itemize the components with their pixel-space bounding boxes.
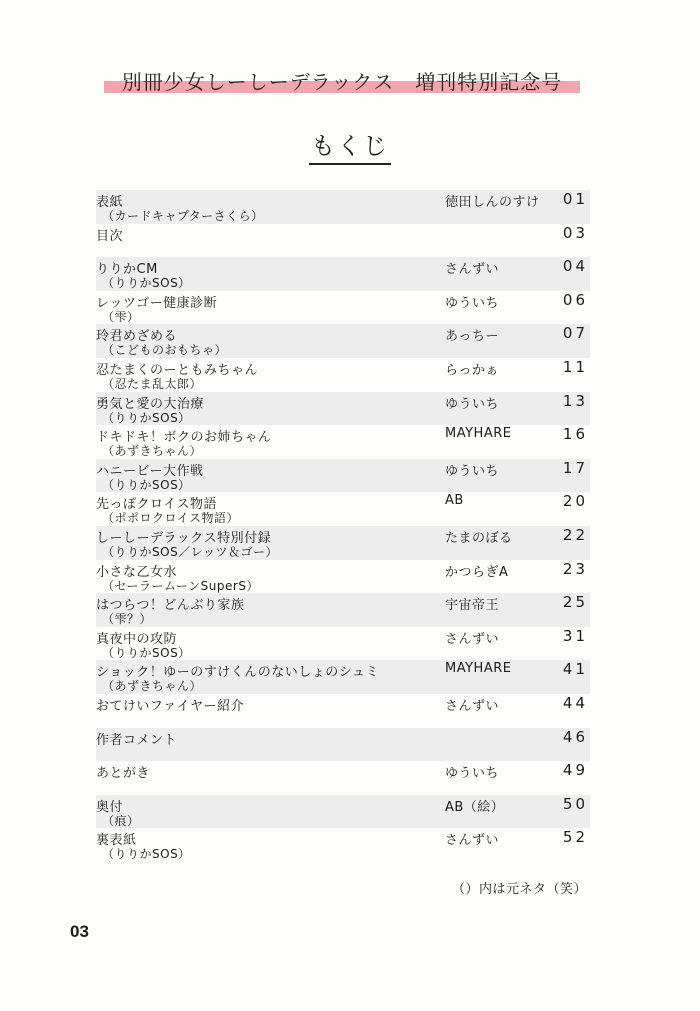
header-title: 別冊少女しーしーデラックス 増刊特別記念号: [121, 70, 563, 94]
toc-row: [96, 358, 590, 392]
entry-title: 真夜中の攻防: [96, 631, 178, 647]
entry-title: 奥付: [96, 799, 124, 815]
toc-row: [96, 593, 590, 627]
entry-author: たまのぼる: [445, 530, 513, 546]
entry-title: おてけいファイヤー紹介: [96, 698, 245, 714]
entry-author: 徳田しんのすけ: [445, 195, 540, 210]
entry-page: 06: [562, 290, 588, 309]
entry-title: 勇気と愛の大治療: [96, 396, 205, 412]
entry-title: レッツゴー健康診断: [96, 295, 218, 311]
entry-title: 玲君めざめる: [96, 329, 178, 345]
entry-page: 52: [562, 828, 588, 847]
entry-title: 忍たまくのーともみちゃん: [96, 362, 259, 378]
entry-author: 宇宙帝王: [445, 598, 500, 614]
entry-title: ドキドキ！ボクのお姉ちゃん: [96, 430, 272, 446]
entry-source: （りりかSOS）: [102, 645, 191, 660]
entry-source: （あずきちゃん）: [102, 444, 203, 459]
entry-page: 50: [562, 794, 588, 813]
toc-row: [96, 324, 590, 358]
toc-row: [96, 392, 590, 426]
entry-page: 23: [562, 559, 588, 578]
entry-page: 17: [562, 458, 588, 477]
entry-author: ゆういち: [445, 463, 500, 479]
entry-source: （りりかSOS）: [102, 276, 191, 291]
entry-page: 31: [562, 626, 588, 645]
entry-page: 41: [562, 660, 588, 679]
entry-title: ハニービー大作戦: [96, 463, 204, 479]
entry-title: 先っぽクロイス物語: [96, 497, 217, 513]
entry-author: MAYHARE: [445, 661, 512, 677]
toc-row: [96, 795, 590, 829]
page-number: 03: [70, 922, 89, 941]
entry-title: はつらつ！どんぶり家族: [96, 598, 245, 614]
entry-page: 04: [562, 257, 588, 276]
entry-title: あとがき: [96, 766, 151, 782]
entry-source: （カードキャプターさくら）: [102, 209, 264, 223]
toc-row: [96, 728, 590, 762]
footnote: （）内は元ネタ（笑）: [452, 882, 588, 897]
entry-title: りりかCM: [96, 262, 158, 278]
entry-title: しーしーデラックス特別付録: [96, 530, 272, 546]
entry-author: さんずい: [445, 262, 500, 278]
entry-title: 作者コメント: [96, 732, 178, 748]
entry-author: さんずい: [445, 833, 500, 849]
entry-page: 16: [562, 425, 588, 444]
entry-author: ゆういち: [445, 396, 500, 412]
entry-author: さんずい: [445, 631, 500, 647]
entry-source: （りりかSOS）: [102, 410, 191, 425]
toc-row: [96, 224, 590, 258]
entry-author: AB（絵）: [445, 799, 505, 815]
entry-page: 22: [562, 525, 588, 544]
entry-page: 11: [562, 357, 588, 376]
entry-page: 07: [562, 324, 588, 343]
entry-source: （りりかSOS）: [102, 847, 191, 862]
entry-source: （セーラームーンSuperS）: [102, 578, 259, 593]
entry-source: （あずきちゃん）: [102, 679, 203, 694]
entry-author: らっかぁ: [445, 362, 500, 378]
entry-title: 小さな乙女水: [96, 564, 178, 580]
toc-row: [96, 257, 590, 291]
entry-source: （りりかSOS）: [102, 477, 191, 492]
entry-source: （雫）: [102, 309, 140, 324]
toc-row: [96, 761, 590, 795]
entry-source: （ポポロクロイス物語）: [102, 511, 240, 526]
entry-source: （忍たま乱太郎）: [102, 376, 203, 391]
toc-row: [96, 828, 590, 862]
entry-source: （こどものおもちゃ）: [102, 343, 228, 358]
entry-page: 03: [562, 223, 588, 242]
toc-row: [96, 190, 590, 224]
toc-row: [96, 425, 590, 459]
toc-heading-text: もくじ: [309, 126, 391, 165]
entry-title: 裏表紙: [96, 833, 137, 849]
entry-title: 表紙: [96, 195, 124, 210]
toc-row: [96, 627, 590, 661]
entry-author: さんずい: [445, 698, 500, 714]
entry-author: ゆういち: [445, 295, 500, 311]
entry-author: ゆういち: [445, 766, 500, 782]
toc-row: [96, 291, 590, 325]
toc-row: [96, 492, 590, 526]
entry-page: 25: [562, 593, 588, 612]
entry-author: MAYHARE: [445, 426, 512, 442]
toc-heading: [0, 126, 700, 165]
entry-author: あっちー: [445, 329, 499, 345]
magazine-header: [104, 66, 580, 96]
entry-page: 01: [562, 190, 588, 208]
toc-row: [96, 694, 590, 728]
entry-page: 46: [562, 727, 588, 746]
toc-row: [96, 526, 590, 560]
toc-list: [96, 190, 590, 862]
entry-source: （雫？）: [102, 612, 153, 627]
toc-row: [96, 459, 590, 493]
entry-page: 13: [562, 391, 588, 410]
entry-title: 目次: [96, 228, 124, 244]
entry-author: かつらぎA: [445, 564, 509, 580]
toc-row: [96, 660, 590, 694]
toc-row: [96, 560, 590, 594]
entry-title: ショック！ゆーのすけくんのないしょのシュミ: [96, 665, 379, 681]
entry-page: 44: [562, 693, 588, 712]
entry-source: （りりかSOS／レッツ＆ゴー）: [102, 544, 279, 559]
entry-author: AB: [445, 493, 464, 509]
entry-page: 49: [562, 761, 588, 780]
entry-page: 20: [562, 492, 588, 511]
entry-source: （痕）: [102, 813, 140, 828]
